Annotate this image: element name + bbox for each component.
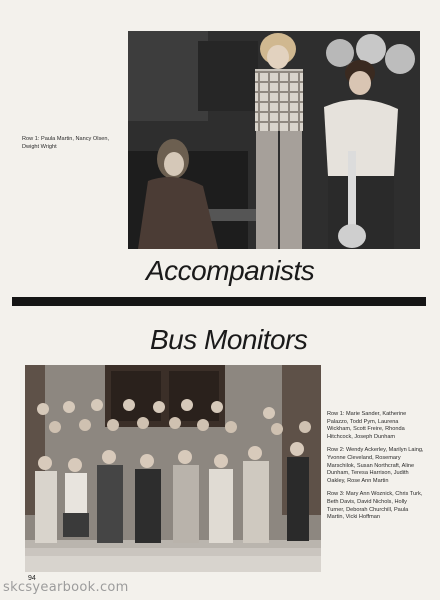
accompanists-title: Accompanists	[146, 255, 315, 286]
section-divider	[12, 297, 426, 306]
bus-monitors-caption-row-1: Row 1: Marie Sander, Katherine Palazzo, Todd Pym, Laurena Wickham, Scott Freire, Rhonda Hitchcock, Joseph Dunham	[327, 411, 407, 440]
accompanists-photo	[128, 31, 420, 249]
bus-monitors-caption-row-3: Row 3: Mary Ann Woznick, Chris Turk, Beth Davis, David Nichols, Holly Turner, Deborah Churchill, Paula Martin, Vicki Hoffman	[327, 491, 423, 521]
page-number: 94	[28, 575, 36, 582]
bus-monitors-caption-row-2: Row 2: Wendy Ackerley, Marilyn Laing, Yvonne Cleveland, Rosemary Marschilok, Susan Northcraft, Aline Dunham, Teresa Harrison, Judith Oakley, Rose Ann Martin	[327, 447, 424, 484]
site-watermark: skcsyearbook.com	[3, 580, 129, 595]
bus-monitors-title: Bus Monitors	[150, 324, 308, 355]
bus-monitors-photo	[25, 365, 321, 572]
accompanists-caption-row-1: Row 1: Paula Martin, Nancy Olsen, Dwight Wright	[22, 136, 110, 150]
accompanists-caption	[22, 136, 122, 157]
bus-monitors-caption	[327, 411, 424, 528]
